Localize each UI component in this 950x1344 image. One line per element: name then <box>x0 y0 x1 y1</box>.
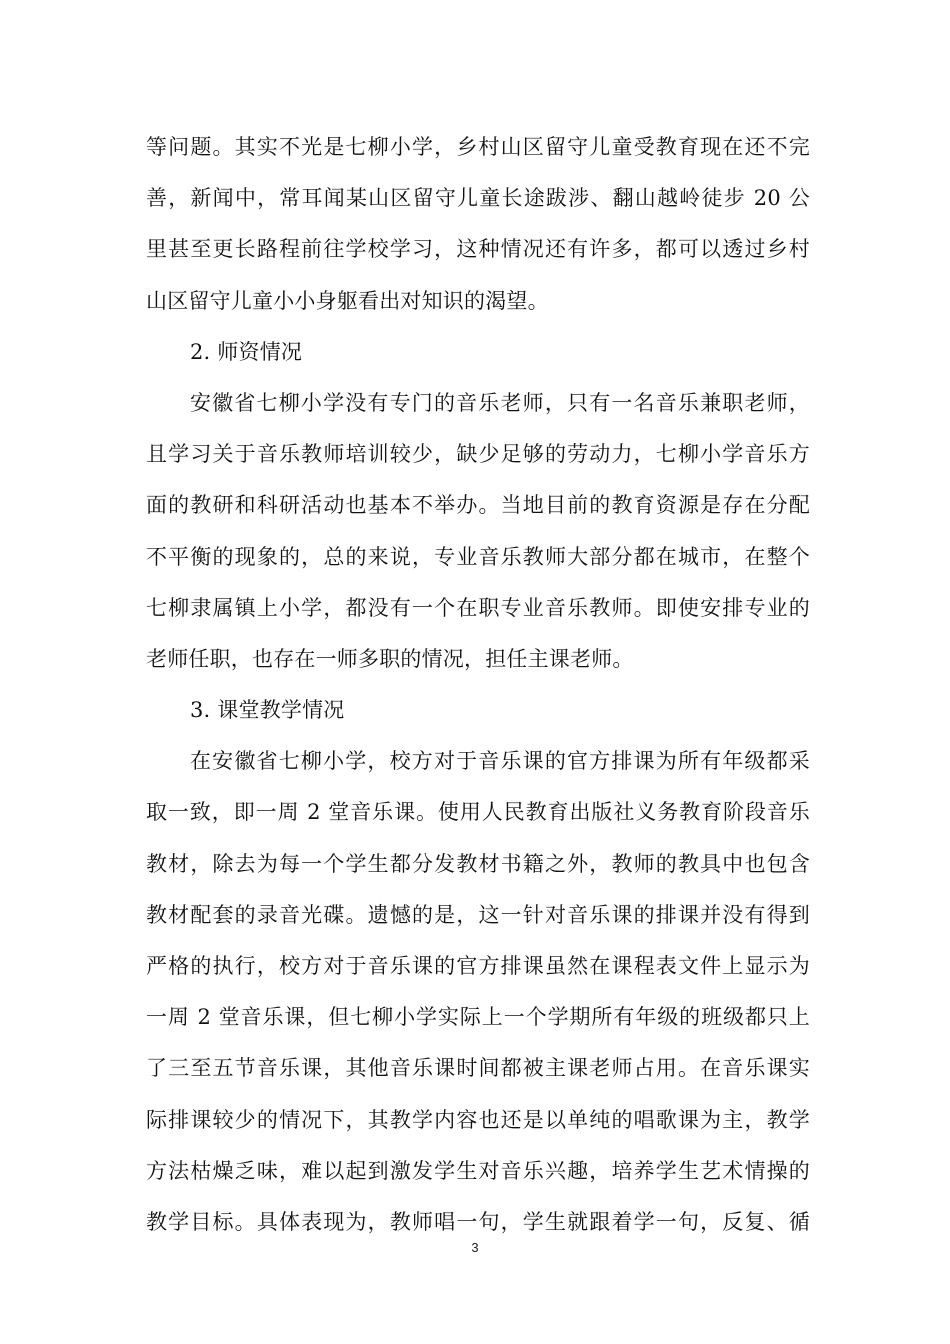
page-number: 3 <box>471 1240 479 1255</box>
text-line: 等问题。其实不光是七柳小学，乡村山区留守儿童受教育现在还不完 <box>146 135 810 159</box>
text-line: 七柳隶属镇上小学，都没有一个在职专业音乐教师。即使安排专业的 <box>146 595 810 620</box>
section-heading-classroom: 3. 课堂教学情况 <box>190 698 345 723</box>
section-heading-teachers: 2. 师资情况 <box>190 339 303 364</box>
text-line: 不平衡的现象的，总的来说，专业音乐教师大部分都在城市，在整个 <box>146 544 810 569</box>
text-line: 面的教研和科研活动也基本不举办。当地目前的教育资源是存在分配 <box>146 493 810 518</box>
text-line: 山区留守儿童小小身躯看出对知识的渴望。 <box>146 288 549 313</box>
text-line: 严格的执行，校方对于音乐课的官方排课虽然在课程表文件上显示为 <box>146 954 810 978</box>
text-line: 教材，除去为每一个学生都分发教材书籍之外，教师的教具中也包含 <box>146 851 810 876</box>
text-line: 一周 2 堂音乐课，但七柳小学实际上一个学期所有年级的班级都只上 <box>146 1005 810 1030</box>
text-line: 教学目标。具体表现为，教师唱一句，学生就跟着学一句，反复、循 <box>146 1209 810 1234</box>
text-line: 方法枯燥乏味，难以起到激发学生对音乐兴趣，培养学生艺术情操的 <box>146 1158 810 1183</box>
text-line: 际排课较少的情况下，其教学内容也还是以单纯的唱歌课为主，教学 <box>146 1107 810 1132</box>
text-line: 在安徽省七柳小学，校方对于音乐课的官方排课为所有年级都采 <box>190 749 810 774</box>
text-line: 教材配套的录音光碟。遗憾的是，这一针对音乐课的排课并没有得到 <box>146 902 810 927</box>
text-line: 且学习关于音乐教师培训较少，缺少足够的劳动力，七柳小学音乐方 <box>146 442 810 467</box>
paragraph-classroom <box>146 736 810 1248</box>
document-body <box>146 122 810 1248</box>
text-line: 了三至五节音乐课，其他音乐课时间都被主课老师占用。在音乐课实 <box>146 1056 810 1081</box>
paragraph-continued <box>146 122 810 327</box>
text-line: 安徽省七柳小学没有专门的音乐老师，只有一名音乐兼职老师， <box>190 390 810 415</box>
text-line: 善，新闻中，常耳闻某山区留守儿童长途跋涉、翻山越岭徒步 20 公 <box>146 186 810 211</box>
text-line: 老师任职，也存在一师多职的情况，担任主课老师。 <box>146 646 634 671</box>
text-line: 取一致，即一周 2 堂音乐课。使用人民教育出版社义务教育阶段音乐 <box>146 800 810 825</box>
paragraph-teachers <box>146 378 810 685</box>
text-line: 里甚至更长路程前往学校学习，这种情况还有许多，都可以透过乡村 <box>146 237 810 262</box>
